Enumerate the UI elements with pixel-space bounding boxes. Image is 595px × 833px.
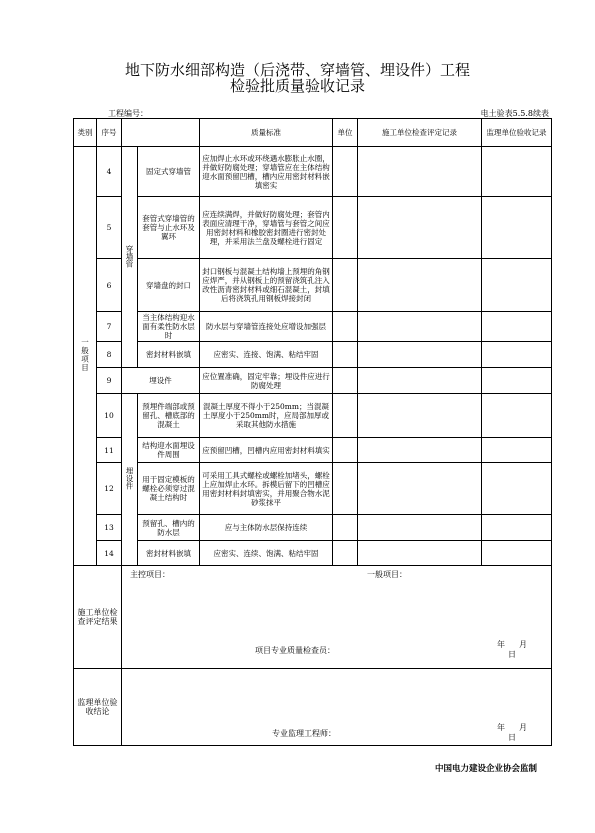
row-standard: 应密实、连续、饱满、粘结牢固: [200, 541, 333, 566]
supervisor-record-cell[interactable]: [482, 541, 552, 566]
inspection-table: [73, 118, 552, 746]
supervisor-record-cell[interactable]: [482, 515, 552, 541]
row-item: 预埋件端部或预留孔、槽底部的混凝土: [138, 394, 200, 438]
row-item: 预留孔、槽内的防水层: [138, 515, 200, 541]
contractor-record-cell[interactable]: [358, 515, 482, 541]
supervisor-record-cell[interactable]: [482, 197, 552, 259]
contractor-record-cell[interactable]: [358, 342, 482, 368]
row-no: 7: [97, 312, 122, 342]
row-standard: 封口钢板与混凝土结构墙上预埋的角钢应焊严，并从钢板上的预留浇筑孔注入改性沥青密封材料或细石混凝土，封填后将浇筑孔用钢板焊接封闭: [200, 259, 333, 312]
table-row: [74, 259, 552, 312]
row-item: 结构迎水面埋设件周围: [138, 438, 200, 463]
supervisor-record-cell[interactable]: [482, 312, 552, 342]
supervisor-result-row: [74, 669, 552, 746]
row-standard: 应位置准确，固定牢靠；埋设件应进行防腐处理: [200, 368, 333, 394]
supervisor-result-label: 监理单位验收结论: [74, 669, 122, 746]
table-row: [74, 438, 552, 463]
row-standard: 防水层与穿墙管连接处应增设加强层: [200, 312, 333, 342]
supervisor-record-cell[interactable]: [482, 259, 552, 312]
row-standard: 应加焊止水环或环绕遇水膨胀止水圈，并做好防腐处理；穿墙管应在主体结构迎水面预留凹槽，槽内应用密封材料嵌填密实: [200, 147, 333, 197]
contractor-result-row: [74, 566, 552, 669]
table-header: [74, 119, 552, 147]
row-no: 8: [97, 342, 122, 368]
row-standard: 应连续满焊，并做好防腐处理；套管内表面应清理干净，穿墙管与套管之间应用密封材料和橡胶密封圈进行密封处理，并采用法兰盘及螺栓进行固定: [200, 197, 333, 259]
table-row: [74, 394, 552, 438]
supervisor-record-cell[interactable]: [482, 394, 552, 438]
contractor-record-cell[interactable]: [358, 197, 482, 259]
contractor-record-cell[interactable]: [358, 259, 482, 312]
row-no: 14: [97, 541, 122, 566]
month-label: 月: [519, 723, 527, 732]
contractor-record-cell[interactable]: [358, 312, 482, 342]
row-no: 10: [97, 394, 122, 438]
row-standard: 应与主体防水层保持连续: [200, 515, 333, 541]
contractor-record-cell[interactable]: [358, 541, 482, 566]
row-no: 12: [97, 463, 122, 515]
supervisor-record-cell[interactable]: [482, 438, 552, 463]
contractor-record-cell[interactable]: [358, 463, 482, 515]
supervisor-record-cell[interactable]: [482, 368, 552, 394]
row-no: 11: [97, 438, 122, 463]
row-no: 6: [97, 259, 122, 312]
contractor-record-cell[interactable]: [358, 368, 482, 394]
contractor-result-cell[interactable]: [122, 566, 552, 669]
day-label: 日: [508, 733, 516, 742]
form-code: 电土验表5.5.8续表: [480, 109, 549, 118]
row-item: 埋设件: [122, 368, 200, 394]
header-standard: 质量标准: [200, 119, 333, 147]
contractor-record-cell[interactable]: [358, 147, 482, 197]
row-standard: 可采用工具式螺栓或螺栓加堵头，螺栓上应加焊止水环。拆模后留下的凹槽应用密封材料封填密实，并用聚合物水泥砂浆抹平: [200, 463, 333, 515]
header-category: 类别: [74, 119, 97, 147]
row-item: 当主体结构迎水面有柔性防水层时: [138, 312, 200, 342]
page-title: 地下防水细部构造（后浇带、穿墙管、埋设件）工程: [124, 61, 470, 79]
year-label: 年: [497, 723, 505, 732]
table-row: [74, 147, 552, 197]
row-standard: 应密实、连接、饱满、粘结牢固: [200, 342, 333, 368]
row-item: 密封材料嵌填: [138, 541, 200, 566]
table-row: [74, 463, 552, 515]
row-item: 固定式穿墙管: [138, 147, 200, 197]
header-contractor-record: 施工单位检查评定记录: [358, 119, 482, 147]
supervising-engineer-label: 专业监理工程师：: [272, 729, 336, 738]
project-no-label: 工程编号：: [108, 109, 148, 118]
month-label: 月: [519, 640, 527, 649]
supervisor-record-cell[interactable]: [482, 342, 552, 368]
row-item: 用于固定模板的螺栓必须穿过混凝土结构时: [138, 463, 200, 515]
group-embedded: 埋设件: [122, 394, 138, 566]
table-row: [74, 197, 552, 259]
header-unit: 单位: [333, 119, 358, 147]
general-items-label: 一般项目：: [367, 570, 407, 579]
contractor-result-label: 施工单位检查评定结果: [74, 566, 122, 669]
table-row: [74, 342, 552, 368]
year-label: 年: [497, 640, 505, 649]
group-general: 一般项目: [74, 147, 97, 566]
table-row: [74, 515, 552, 541]
footer-supervisor-org: 中国电力建设企业协会监制: [434, 764, 537, 774]
header-seq: 序号: [97, 119, 122, 147]
main-items-label: 主控项目：: [130, 570, 170, 579]
page-subtitle: 检验批质量验收记录: [229, 77, 365, 95]
contractor-record-cell[interactable]: [358, 394, 482, 438]
day-label: 日: [508, 650, 516, 659]
row-no: 4: [97, 147, 122, 197]
row-standard: 应预留凹槽，凹槽内应用密封材料填实: [200, 438, 333, 463]
supervisor-record-cell[interactable]: [482, 147, 552, 197]
header-supervisor-record: 监理单位验收记录: [482, 119, 552, 147]
row-item: 密封材料嵌填: [138, 342, 200, 368]
contractor-record-cell[interactable]: [358, 438, 482, 463]
row-no: 5: [97, 197, 122, 259]
row-no: 13: [97, 515, 122, 541]
quality-inspector-label: 项目专业质量检查员：: [255, 646, 335, 655]
group-wall-pipe: 穿墙管: [122, 147, 138, 368]
row-standard: 混凝土厚度不得小于250mm；当混凝土厚度小于250mm时，应局部加厚或采取其他防水措施: [200, 394, 333, 438]
row-item: 穿墙盘的封口: [138, 259, 200, 312]
supervisor-result-cell[interactable]: [122, 669, 552, 746]
table-row: [74, 368, 552, 394]
table-row: [74, 541, 552, 566]
table-row: [74, 312, 552, 342]
supervisor-record-cell[interactable]: [482, 463, 552, 515]
row-item: 套管式穿墙管的套管与止水环及翼环: [138, 197, 200, 259]
row-no: 9: [97, 368, 122, 394]
